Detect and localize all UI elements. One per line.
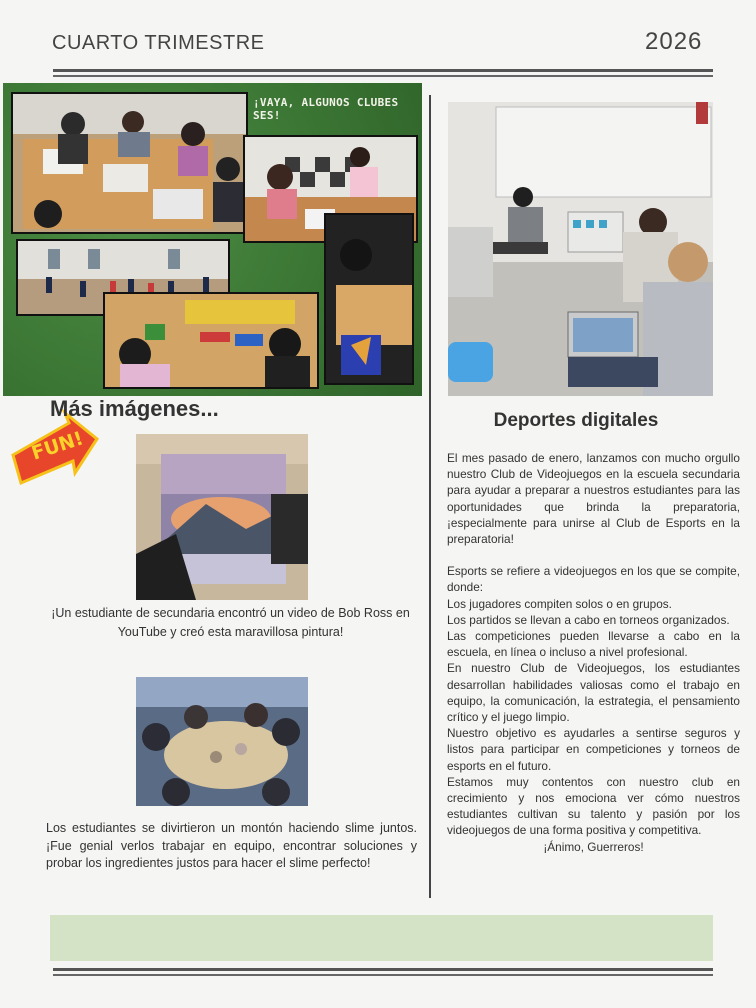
article-line: Nuestro objetivo es ayudarles a sentirse seguros y listos para participar en competiciones y torneos de esports en el futuro.	[447, 726, 740, 773]
collage-banner: ¡VAYA, ALGUNOS CLUBES SES!	[253, 96, 399, 122]
collage-photo-crafts	[324, 213, 414, 385]
more-images-heading: Más imágenes...	[50, 396, 219, 421]
digital-sports-heading: Deportes digitales	[493, 410, 659, 431]
collage-photo-table	[103, 292, 319, 389]
painting-caption: ¡Un estudiante de secundaria encontró un video de Bob Ross en YouTube y creó esta maravillosa pintura!	[51, 606, 410, 639]
article-line: Las competiciones pueden llevarse a cabo en la escuela, en línea o incluso a nivel profesional.	[447, 629, 740, 660]
intro-paragraph: El mes pasado de enero, lanzamos con mucho orgullo nuestro Club de Videojuegos en la escuela secundaria para ayudar a preparar a nuestros estudiantes para las oportunidades que brinda la preparatoria, ¡especialmente para unirse al Club de Esports en la preparatoria!	[447, 451, 740, 547]
column-divider	[429, 95, 431, 898]
footer-rule	[53, 968, 713, 971]
header-rule-thin	[53, 75, 713, 77]
esports-club-image	[448, 102, 713, 396]
closing-line: ¡Ánimo, Guerreros!	[543, 839, 644, 854]
header-rule	[53, 69, 713, 72]
fun-label: FUN!	[28, 427, 87, 465]
section-title: CUARTO TRIMESTRE	[52, 32, 265, 54]
article-line: Estamos muy contentos con nuestro club en crecimiento y nos emociona ver cómo nuestros estudiantes cultivan su talento y pasión por los videojuegos de una forma positiva y competitiva.	[447, 774, 740, 838]
esports-article	[447, 450, 740, 855]
slime-activity-image	[136, 677, 308, 806]
article-line: En nuestro Club de Videojuegos, los estudiantes desarrollan habilidades valiosas como el trabajo en equipo, la comunicación, la estrategia, el pensamiento crítico y el juego limpio.	[447, 661, 740, 725]
year-label: 2026	[645, 28, 703, 55]
article-line: Los jugadores compiten solos o en grupos.	[447, 596, 672, 611]
bob-ross-painting-image	[136, 434, 308, 600]
article-line: Esports se refiere a videojuegos en los que se compite, donde:	[447, 564, 740, 595]
fun-arrow-icon	[9, 413, 99, 488]
footer-banner	[50, 915, 713, 961]
article-line: Los partidos se llevan a cabo en torneos organizados.	[447, 612, 730, 627]
footer-rule-thin	[53, 974, 713, 976]
slime-caption: Los estudiantes se divirtieron un montón haciendo slime juntos. ¡Fue genial verlos trabajar en equipo, encontrar soluciones y probar los ingredientes justos para hacer el slime perfecto!	[46, 821, 417, 870]
collage-photo-classroom	[11, 92, 248, 234]
